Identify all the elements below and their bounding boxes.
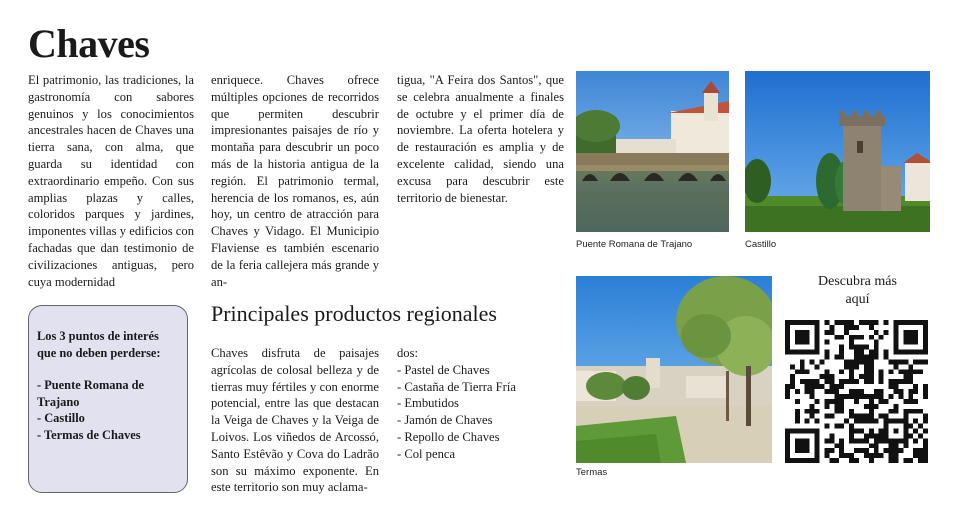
qr-code[interactable] (785, 320, 928, 463)
points-of-interest-box (28, 305, 188, 493)
castillo-photo (745, 71, 930, 232)
products-text: Chaves disfruta de paisajes agrícolas de colosal belleza y de tierras muy fértiles y con enorme potencial, entre las que destacan la Veiga de Chaves y la Veiga de Loivos. Los viñedos de Arcossó, Santo Estêvão y Cova do Ladrão son su máximo exponente. En este territorio son muy aclama- (211, 346, 379, 495)
intro-text-1: El patrimonio, las tradiciones, la gastronomía con sabores genuinos y los conocimientos ancestrales hacen de Chaves una tierra sana, con alma, que guarda su identidad con extraordinario empeño. Con sus amplias plazas y calles, coloridos parques y jardines, imponentes villas y edificios con fachadas que dan testimonio de civilizaciones antiguas, pero cuya modernidad (28, 73, 194, 289)
products-text-column (211, 345, 379, 496)
list-item: - Pastel de Chaves (397, 362, 490, 377)
intro-text-2: enriquece. Chaves ofrece múltiples opciones de recorridos que permiten descubrir impresionantes paisajes de río y montaña para descubrir un poco más de la historia antigua de la región. El patrimonio termal, herencia de los romanos, es, aún hoy, un centro de atracción para Chaves y Vidago. El Municipio Flaviense es también escenario de la feria callejera más grande y an- (211, 73, 379, 289)
list-item: - Jamón de Chaves (397, 413, 493, 428)
list-item: - Termas de Chaves (37, 427, 141, 442)
qr-title: Descubra más aquí (818, 274, 897, 307)
list-item: - Castaña de Tierra Fría (397, 379, 516, 394)
points-heading: Los 3 puntos de interés que no deben perderse: (37, 329, 161, 360)
products-heading: Principales productos regionales (211, 301, 497, 326)
intro-text-3: tigua, "A Feira dos Santos", que se celebra anualmente a finales de octubre y el primer día de noviembre. La oferta hotelera y de restauración es amplia y de excelente calidad, siendo una excusa para descubrir este territorio de bienestar. (397, 73, 564, 205)
puente-caption: Puente Romana de Trajano (576, 239, 693, 250)
list-item: - Castillo (37, 411, 85, 426)
points-list (37, 377, 179, 443)
intro-column-3 (397, 72, 564, 206)
intro-column-2 (211, 72, 379, 290)
qr-code-graphic (785, 320, 928, 463)
products-list-intro: dos: (397, 346, 418, 360)
page-title: Chaves (28, 21, 150, 66)
puente-photo (576, 71, 729, 232)
intro-column-1 (28, 72, 194, 290)
termas-photo (576, 276, 772, 463)
list-item: - Col penca (397, 446, 456, 461)
products-list (397, 362, 547, 463)
list-item: - Repollo de Chaves (397, 429, 500, 444)
termas-caption: Termas (576, 467, 608, 478)
list-item: - Puente Romana de Trajano (37, 378, 145, 409)
castillo-caption: Castillo (745, 239, 777, 250)
list-item: - Embutidos (397, 396, 459, 411)
products-list-column (397, 345, 547, 463)
